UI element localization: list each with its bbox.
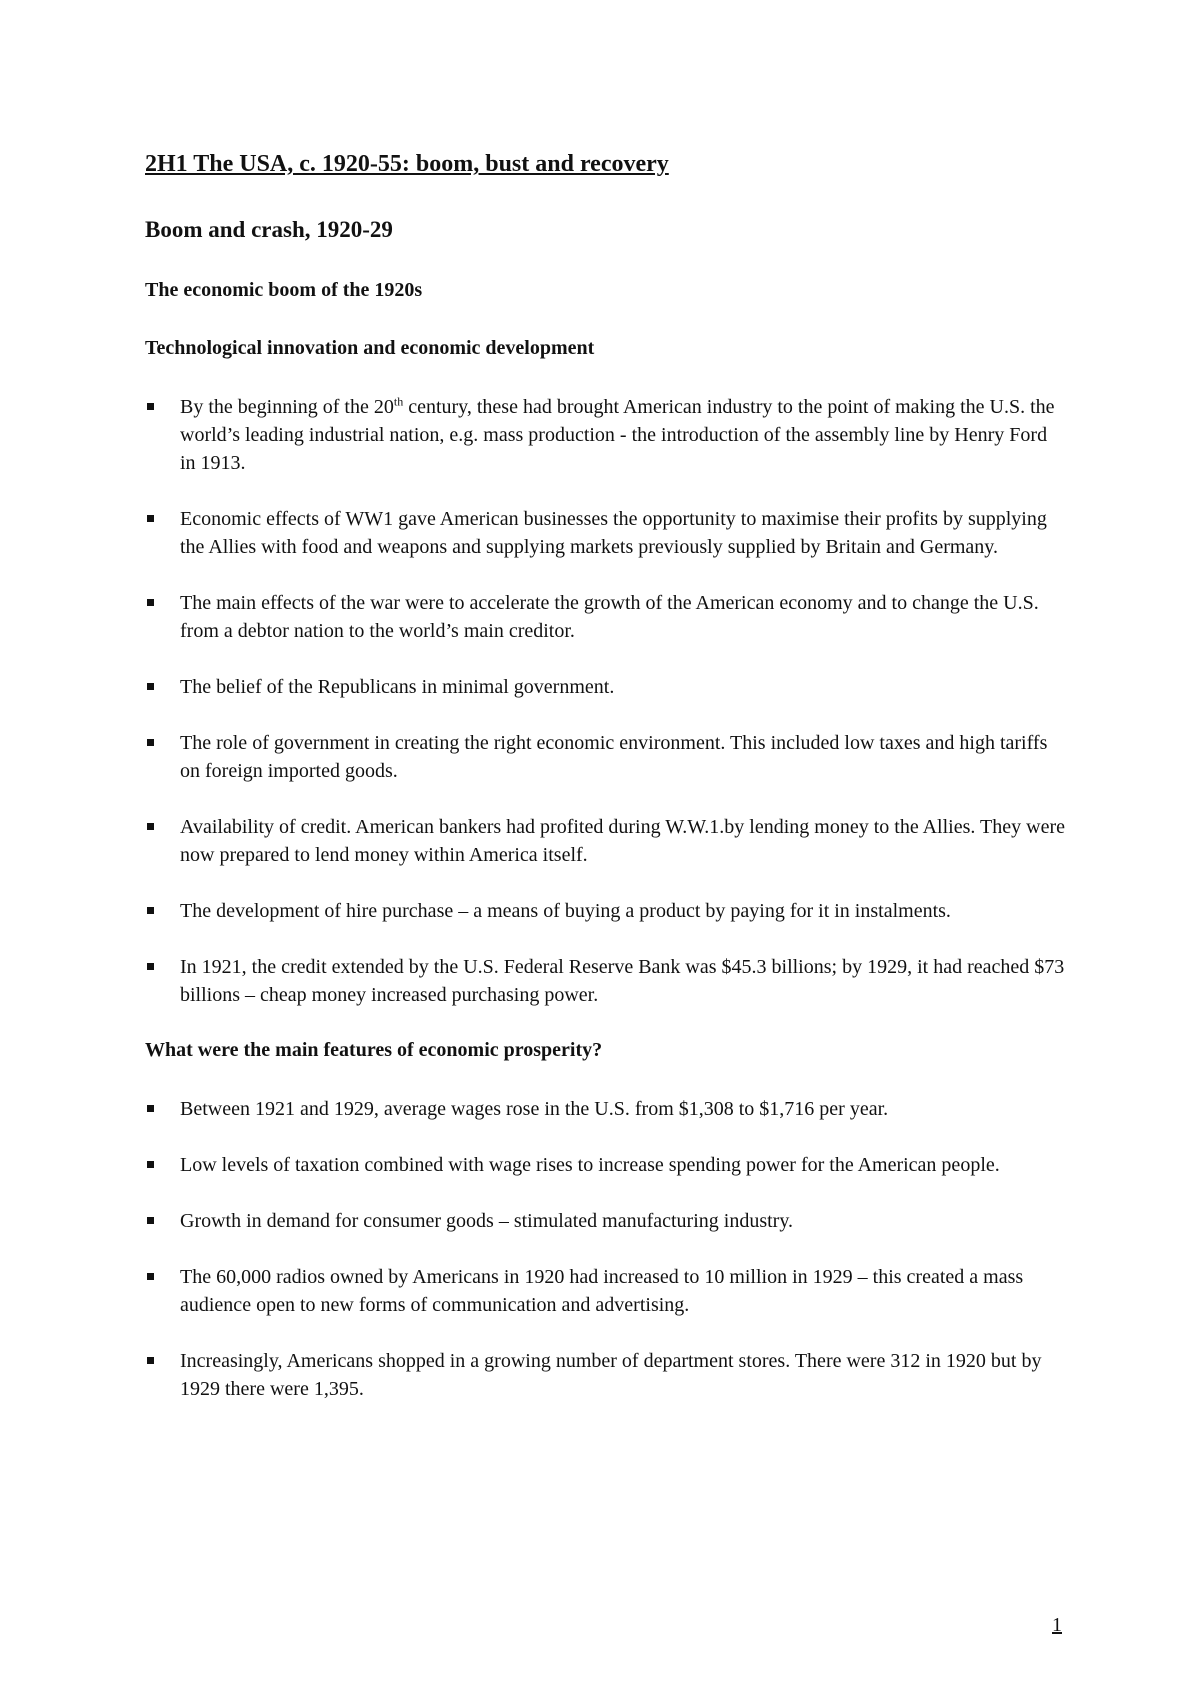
list-item (145, 1151, 1065, 1179)
list-item-text: The main effects of the war were to accelerate the growth of the American economy and to change the U.S. from a debtor nation to the world’s main creditor. (180, 592, 1039, 642)
list-item (145, 1095, 1065, 1123)
list-item (145, 589, 1065, 645)
list-item-text: The development of hire purchase – a means of buying a product by paying for it in instalments. (180, 900, 951, 922)
list-item (145, 953, 1065, 1009)
square-bullet-icon (147, 823, 154, 830)
list-item (145, 1347, 1065, 1403)
section-heading: Boom and crash, 1920-29 (145, 217, 393, 242)
document-body (145, 150, 1065, 1431)
topic-list-prosperity (145, 1095, 1065, 1403)
list-item (145, 673, 1065, 701)
square-bullet-icon (147, 403, 154, 410)
topic-heading-prosperity: What were the main features of economic prosperity? (145, 1039, 603, 1061)
list-item-text: Availability of credit. American bankers had profited during W.W.1.by lending money to the Allies. They were now prepared to lend money within America itself. (180, 816, 1065, 866)
list-item-text: The role of government in creating the right economic environment. This included low taxes and high tariffs on foreign imported goods. (180, 732, 1048, 782)
topic-heading-technological: Technological innovation and economic development (145, 337, 595, 359)
square-bullet-icon (147, 739, 154, 746)
list-item-text: Increasingly, Americans shopped in a growing number of department stores. There were 312 in 1920 but by 1929 there were 1,395. (180, 1350, 1042, 1400)
list-item (145, 813, 1065, 869)
list-item-text: The 60,000 radios owned by Americans in 1920 had increased to 10 million in 1929 – this created a mass audience open to new forms of communication and advertising. (180, 1266, 1024, 1316)
subsection-heading: The economic boom of the 1920s (145, 279, 423, 301)
list-item (145, 897, 1065, 925)
square-bullet-icon (147, 1161, 154, 1168)
list-item (145, 729, 1065, 785)
list-item (145, 393, 1065, 477)
list-item (145, 505, 1065, 561)
square-bullet-icon (147, 515, 154, 522)
list-item (145, 1207, 1065, 1235)
list-item (145, 1263, 1065, 1319)
list-item-text: Growth in demand for consumer goods – stimulated manufacturing industry. (180, 1210, 794, 1232)
square-bullet-icon (147, 683, 154, 690)
document-title: 2H1 The USA, c. 1920-55: boom, bust and recovery (145, 151, 669, 177)
square-bullet-icon (147, 963, 154, 970)
square-bullet-icon (147, 1273, 154, 1280)
topic-list-technological (145, 393, 1065, 1009)
square-bullet-icon (147, 1217, 154, 1224)
list-item-text: Economic effects of WW1 gave American businesses the opportunity to maximise their profits by supplying the Allies with food and weapons and supplying markets previously supplied by Britain and Germany. (180, 508, 1047, 558)
list-item-text: Low levels of taxation combined with wage rises to increase spending power for the American people. (180, 1154, 1000, 1176)
square-bullet-icon (147, 599, 154, 606)
page-number: 1 (1052, 1614, 1062, 1636)
square-bullet-icon (147, 907, 154, 914)
square-bullet-icon (147, 1357, 154, 1364)
list-item-text: Between 1921 and 1929, average wages rose in the U.S. from $1,308 to $1,716 per year. (180, 1098, 889, 1120)
square-bullet-icon (147, 1105, 154, 1112)
list-item-text: By the beginning of the 20th century, these had brought American industry to the point of making the U.S. the world’s leading industrial nation, e.g. mass production - the introduction of the assembly line by Henry Ford in 1913. (180, 394, 1055, 474)
list-item-text: In 1921, the credit extended by the U.S. Federal Reserve Bank was $45.3 billions; by 1929, it had reached $73 billions – cheap money increased purchasing power. (180, 956, 1065, 1006)
list-item-text: The belief of the Republicans in minimal government. (180, 676, 615, 698)
